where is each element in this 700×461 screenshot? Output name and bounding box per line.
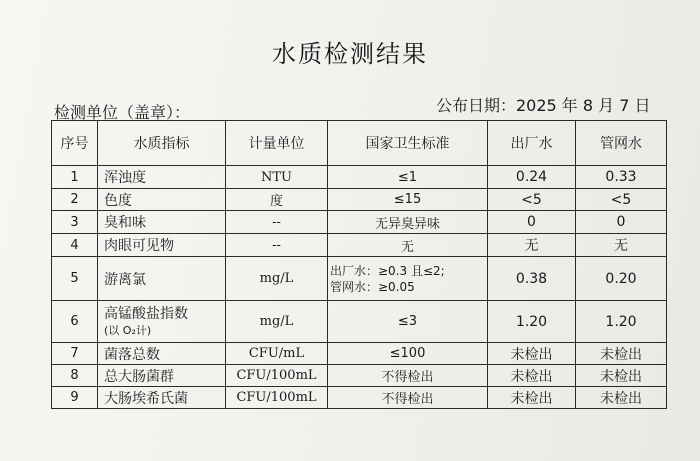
- document-title: 水质检测结果: [272, 40, 428, 68]
- table-row: [52, 234, 667, 257]
- cell-seq: 3: [52, 211, 98, 234]
- table-row: [52, 387, 667, 409]
- cell-seq: 4: [52, 234, 98, 257]
- cell-network-value: 无: [576, 234, 667, 257]
- cell-factory-value: 0.38: [488, 257, 576, 301]
- cell-unit: CFU/100mL: [226, 387, 328, 409]
- cell-indicator: 臭和味: [98, 211, 226, 234]
- cell-standard: 无异臭异味: [328, 211, 488, 234]
- cell-factory-value: 未检出: [488, 365, 576, 387]
- results-table: [51, 120, 667, 409]
- table-row: [52, 211, 667, 234]
- testing-unit-label: 检测单位（盖章）：: [54, 103, 191, 122]
- standard-factory-line: 出厂水：≥0.3 且≤2;: [330, 263, 445, 278]
- cell-indicator: 游离氯: [98, 257, 226, 301]
- cell-seq: 7: [52, 343, 98, 365]
- cell-indicator: 菌落总数: [98, 343, 226, 365]
- table-row: [52, 301, 667, 343]
- publish-date: 公布日期：2025 年 8 月 7 日: [436, 96, 651, 115]
- cell-factory-value: 1.20: [488, 301, 576, 343]
- cell-unit: NTU: [226, 166, 328, 189]
- cell-factory-value: 未检出: [488, 387, 576, 409]
- cell-network-value: 1.20: [576, 301, 667, 343]
- cell-standard: ≤15: [328, 189, 488, 211]
- cell-network-value: 0.20: [576, 257, 667, 301]
- cell-unit: 度: [226, 189, 328, 211]
- cell-standard: ≤100: [328, 343, 488, 365]
- header-network-water: 管网水: [576, 121, 667, 166]
- cell-factory-value: 无: [488, 234, 576, 257]
- cell-factory-value: <5: [488, 189, 576, 211]
- cell-standard: 不得检出: [328, 365, 488, 387]
- cell-standard: ≤1: [328, 166, 488, 189]
- indicator-note: (以 O₂计): [104, 323, 152, 337]
- cell-indicator: [98, 301, 226, 343]
- cell-network-value: 未检出: [576, 387, 667, 409]
- table-row: [52, 343, 667, 365]
- cell-indicator: 肉眼可见物: [98, 234, 226, 257]
- cell-seq: 8: [52, 365, 98, 387]
- cell-unit: --: [226, 211, 328, 234]
- table-row: [52, 166, 667, 189]
- cell-indicator: 色度: [98, 189, 226, 211]
- cell-standard: [328, 257, 488, 301]
- cell-unit: CFU/100mL: [226, 365, 328, 387]
- cell-seq: 5: [52, 257, 98, 301]
- cell-standard: 无: [328, 234, 488, 257]
- cell-network-value: <5: [576, 189, 667, 211]
- indicator-name: 高锰酸盐指数: [104, 305, 188, 322]
- header-standard: 国家卫生标准: [328, 121, 488, 166]
- cell-indicator: 浑浊度: [98, 166, 226, 189]
- cell-unit: mg/L: [226, 257, 328, 301]
- cell-standard: ≤3: [328, 301, 488, 343]
- cell-unit: CFU/mL: [226, 343, 328, 365]
- table-row: [52, 365, 667, 387]
- cell-network-value: 未检出: [576, 343, 667, 365]
- cell-network-value: 未检出: [576, 365, 667, 387]
- cell-unit: --: [226, 234, 328, 257]
- cell-standard: 不得检出: [328, 387, 488, 409]
- cell-seq: 6: [52, 301, 98, 343]
- header-unit: 计量单位: [226, 121, 328, 166]
- header-seq: 序号: [52, 121, 98, 166]
- header-factory-water: 出厂水: [488, 121, 576, 166]
- cell-factory-value: 0: [488, 211, 576, 234]
- cell-seq: 9: [52, 387, 98, 409]
- table-header-row: [52, 121, 667, 166]
- cell-indicator: 大肠埃希氏菌: [98, 387, 226, 409]
- standard-network-line: 管网水：≥0.05: [330, 279, 415, 294]
- cell-factory-value: 未检出: [488, 343, 576, 365]
- cell-factory-value: 0.24: [488, 166, 576, 189]
- cell-network-value: 0: [576, 211, 667, 234]
- cell-unit: mg/L: [226, 301, 328, 343]
- cell-seq: 2: [52, 189, 98, 211]
- cell-seq: 1: [52, 166, 98, 189]
- cell-indicator: 总大肠菌群: [98, 365, 226, 387]
- table-row: [52, 257, 667, 301]
- cell-network-value: 0.33: [576, 166, 667, 189]
- header-indicator: 水质指标: [98, 121, 226, 166]
- table-row: [52, 189, 667, 211]
